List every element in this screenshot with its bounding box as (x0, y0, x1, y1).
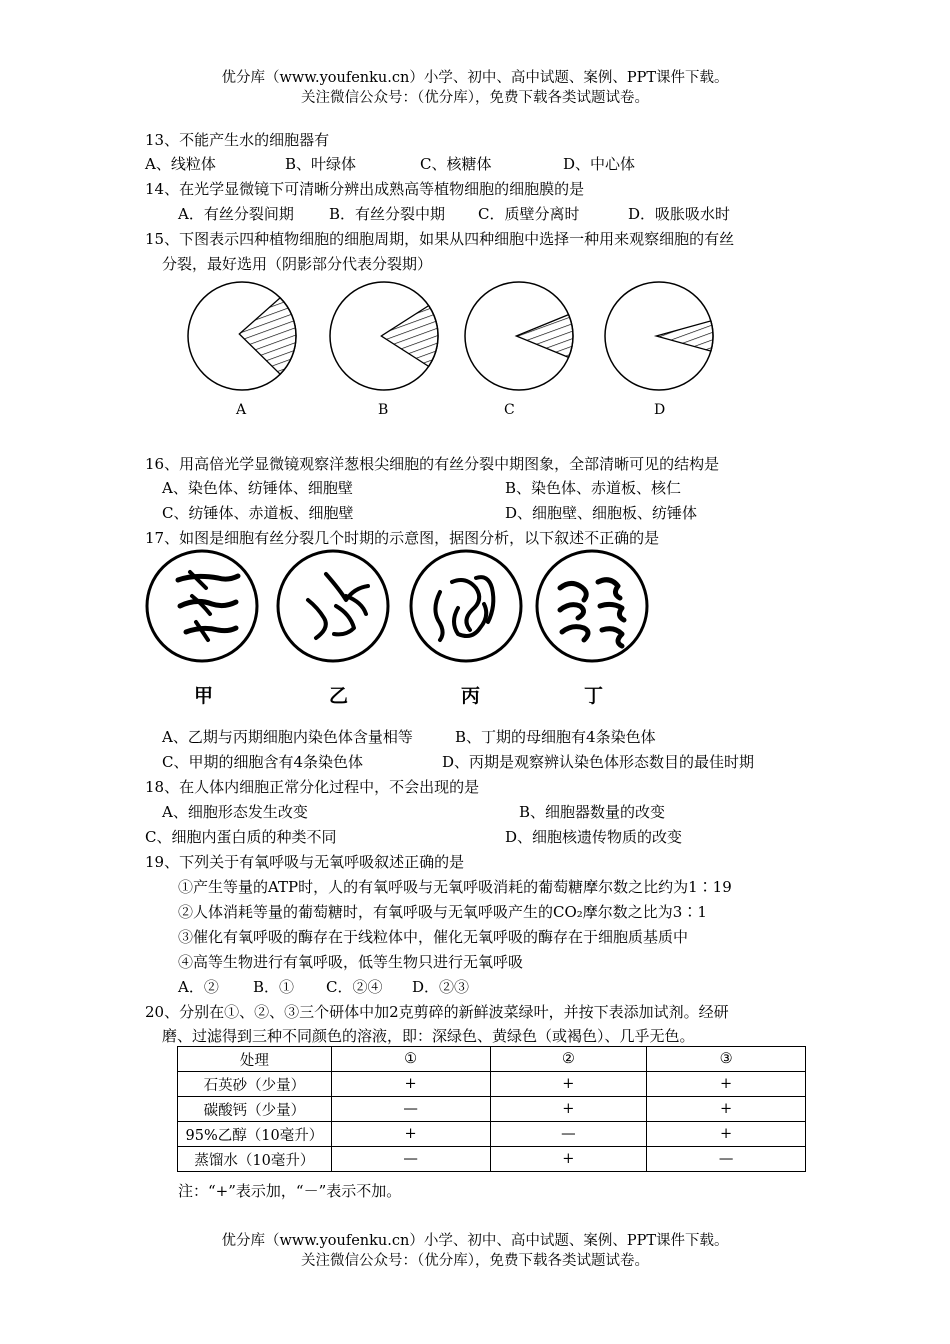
mitosis-cell-yi (278, 551, 388, 661)
q16-option-d: D、细胞壁、细胞板、纺锤体 (505, 504, 698, 522)
mitosis-label-yi: 乙 (329, 685, 349, 707)
q17-option-d: D、丙期是观察辨认染色体形态数目的最佳时期 (442, 753, 755, 771)
table-cell: 碳酸钙（少量） (178, 1097, 332, 1122)
mitosis-label-ding: 丁 (584, 685, 604, 707)
cell-cycle-label-b: B (378, 402, 389, 418)
mitosis-cell-bing (411, 551, 521, 661)
q18-option-a: A、细胞形态发生改变 (162, 803, 308, 821)
mitosis-figure (140, 548, 670, 668)
table-header-cell: ③ (647, 1047, 806, 1072)
mitosis-cell-ding (537, 551, 647, 661)
table-header-cell: ① (331, 1047, 490, 1072)
page-header-line-2: 关注微信公众号：（优分库），免费下载各类试题试卷。 (301, 90, 649, 106)
q17-option-b: B、丁期的母细胞有4条染色体 (455, 728, 656, 746)
q14-option-a: A．有丝分裂间期 (178, 205, 294, 223)
cell-cycle-figure (180, 280, 720, 395)
q18-option-c: C、细胞内蛋白质的种类不同 (145, 828, 337, 846)
q19-option-c: C．②④ (326, 978, 383, 996)
q14-option-c: C．质壁分离时 (478, 205, 580, 223)
q16-option-c: C、纺锤体、赤道板、细胞壁 (162, 504, 354, 522)
q19-statement-4: ④高等生物进行有氧呼吸，低等生物只进行无氧呼吸 (178, 953, 524, 971)
q16-option-b: B、染色体、赤道板、核仁 (505, 479, 682, 497)
table-row (178, 1147, 806, 1172)
q18-option-b: B、细胞器数量的改变 (519, 803, 666, 821)
cell-cycle-c (465, 282, 573, 390)
table-cell: + (490, 1072, 647, 1097)
q20-stem-line-2: 磨、过滤得到三种不同颜色的溶液，即：深绿色、黄绿色（或褐色）、几乎无色。 (162, 1027, 695, 1045)
table-cell: — (331, 1147, 490, 1172)
q13-option-a: A、线粒体 (145, 155, 216, 173)
q14-stem: 14、在光学显微镜下可清晰分辨出成熟高等植物细胞的细胞膜的是 (145, 180, 585, 198)
table-cell: — (647, 1147, 806, 1172)
page-footer-line-2: 关注微信公众号：（优分库），免费下载各类试题试卷。 (301, 1253, 649, 1269)
table-cell: + (490, 1147, 647, 1172)
q14-option-d: D．吸胀吸水时 (628, 205, 731, 223)
q14-option-b: B．有丝分裂中期 (329, 205, 446, 223)
reagent-table (177, 1046, 806, 1172)
cell-cycle-b (330, 282, 438, 390)
table-cell: 石英砂（少量） (178, 1072, 332, 1097)
q19-stem: 19、下列关于有氧呼吸与无氧呼吸叙述正确的是 (145, 853, 465, 871)
table-cell: + (647, 1122, 806, 1147)
table-cell: + (647, 1097, 806, 1122)
mitosis-label-jia: 甲 (194, 685, 214, 707)
q19-option-a: A．② (178, 978, 219, 996)
q17-option-a: A、乙期与丙期细胞内染色体含量相等 (162, 728, 413, 746)
table-cell: 蒸馏水（10毫升） (178, 1147, 332, 1172)
q15-stem-line-2: 分裂，最好选用（阴影部分代表分裂期） (162, 255, 433, 273)
q19-statement-3: ③催化有氧呼吸的酶存在于线粒体中，催化无氧呼吸的酶存在于细胞质基质中 (178, 928, 689, 946)
q18-stem: 18、在人体内细胞正常分化过程中，不会出现的是 (145, 778, 480, 796)
table-cell: + (647, 1072, 806, 1097)
table-row (178, 1122, 806, 1147)
cell-cycle-a (188, 282, 296, 390)
q13-option-d: D、中心体 (563, 155, 636, 173)
cell-cycle-label-a: A (236, 402, 247, 418)
q13-option-b: B、叶绿体 (285, 155, 357, 173)
table-header-row (178, 1047, 806, 1072)
table-cell: + (331, 1072, 490, 1097)
q19-statement-1: ①产生等量的ATP时，人的有氧呼吸与无氧呼吸消耗的葡萄糖摩尔数之比约为1∶19 (178, 878, 732, 896)
q18-option-d: D、细胞核遗传物质的改变 (505, 828, 683, 846)
q19-statement-2: ②人体消耗等量的葡萄糖时，有氧呼吸与无氧呼吸产生的CO₂摩尔数之比为3∶1 (178, 903, 707, 921)
q13-option-c: C、核糖体 (420, 155, 492, 173)
q20-note: 注：“+”表示加，“－”表示不加。 (178, 1182, 402, 1200)
cell-cycle-label-d: D (654, 402, 666, 418)
cell-cycle-label-c: C (504, 402, 515, 418)
q16-stem: 16、用高倍光学显微镜观察洋葱根尖细胞的有丝分裂中期图象，全部清晰可见的结构是 (145, 455, 720, 473)
mitosis-label-bing: 丙 (461, 685, 481, 707)
table-cell: 95%乙醇（10毫升） (178, 1122, 332, 1147)
page-footer-line-1: 优分库（www.youfenku.cn）小学、初中、高中试题、案例、PPT课件下载。 (221, 1233, 729, 1249)
q16-option-a: A、染色体、纺锤体、细胞壁 (162, 479, 353, 497)
q13-stem: 13、不能产生水的细胞器有 (145, 131, 330, 149)
table-header-cell: 处理 (178, 1047, 332, 1072)
table-cell: + (490, 1097, 647, 1122)
cell-cycle-d (605, 282, 713, 390)
table-header-cell: ② (490, 1047, 647, 1072)
mitosis-cell-jia (147, 551, 257, 661)
q19-option-d: D．②③ (412, 978, 470, 996)
q15-stem-line-1: 15、下图表示四种植物细胞的细胞周期，如果从四种细胞中选择一种用来观察细胞的有丝 (145, 230, 735, 248)
table-row (178, 1097, 806, 1122)
q17-option-c: C、甲期的细胞含有4条染色体 (162, 753, 364, 771)
table-row (178, 1072, 806, 1097)
page-header-line-1: 优分库（www.youfenku.cn）小学、初中、高中试题、案例、PPT课件下载。 (221, 70, 729, 86)
q17-stem: 17、如图是细胞有丝分裂几个时期的示意图，据图分析，以下叙述不正确的是 (145, 529, 660, 547)
q20-stem-line-1: 20、分别在①、②、③三个研体中加2克剪碎的新鲜波菜绿叶，并按下表添加试剂。经研 (145, 1003, 729, 1021)
table-cell: + (331, 1122, 490, 1147)
table-cell: — (331, 1097, 490, 1122)
table-cell: — (490, 1122, 647, 1147)
q19-option-b: B．① (253, 978, 295, 996)
